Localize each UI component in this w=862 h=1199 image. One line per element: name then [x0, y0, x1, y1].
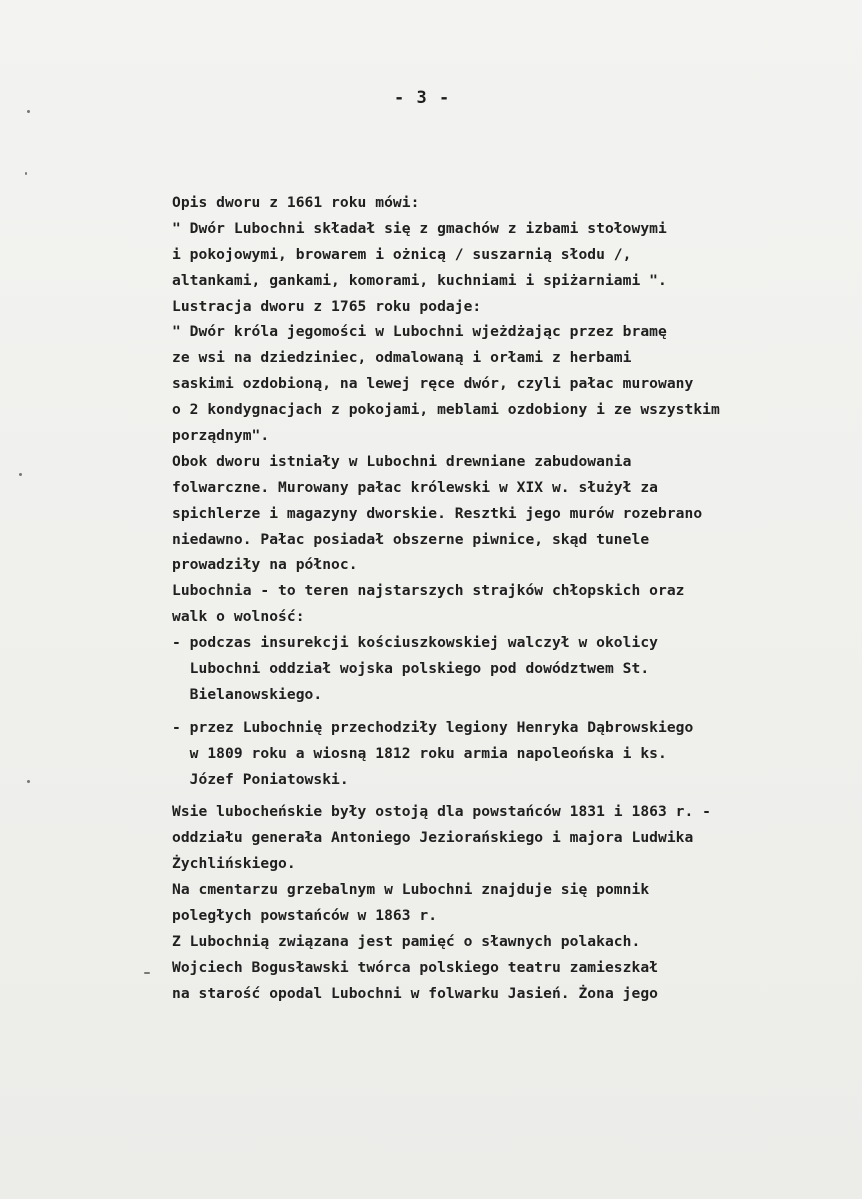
- text-line: folwarczne. Murowany pałac królewski w XIX w. służył za: [172, 478, 658, 496]
- paper-speck: [27, 780, 30, 783]
- text-line: - przez Lubochnię przechodziły legiony Henryka Dąbrowskiego: [172, 718, 694, 736]
- text-line: w 1809 roku a wiosną 1812 roku armia napoleońska i ks.: [172, 744, 667, 762]
- text-line: " Dwór króla jegomości w Lubochni wjeżdżając przez bramę: [172, 323, 667, 341]
- paragraph-gap: [172, 708, 842, 715]
- text-line: Wsie lubocheńskie były ostoją dla powstańców 1831 i 1863 r. -: [172, 803, 712, 821]
- text-line: na starość opodal Lubochni w folwarku Jasień. Żona jego: [172, 984, 658, 1002]
- text-line: Na cmentarzu grzebalnym w Lubochni znajduje się pomnik: [172, 881, 650, 899]
- text-line: Lustracja dworu z 1765 roku podaje:: [172, 297, 482, 315]
- paper-speck: [25, 172, 27, 175]
- text-line: oddziału generała Antoniego Jeziorańskiego i majora Ludwika: [172, 829, 694, 847]
- text-line: spichlerze i magazyny dworskie. Resztki jego murów rozebrano: [172, 504, 703, 522]
- text-line: " Dwór Lubochni składał się z gmachów z izbami stołowymi: [172, 219, 667, 237]
- text-line: saskimi ozdobioną, na lewej ręce dwór, czyli pałac murowany: [172, 375, 694, 393]
- paper-speck: [19, 473, 22, 476]
- paragraph-2: [172, 715, 842, 793]
- text-line: prowadziły na północ.: [172, 556, 358, 574]
- text-line: Bielanowskiego.: [172, 685, 323, 703]
- paragraph-1: [172, 190, 842, 708]
- text-line: - podczas insurekcji kościuszkowskiej walczył w okolicy: [172, 634, 658, 652]
- text-line: Wojciech Bogusławski twórca polskiego teatru zamieszkał: [172, 958, 658, 976]
- text-line: niedawno. Pałac posiadał obszerne piwnice, skąd tunele: [172, 530, 650, 548]
- text-line: porządnym".: [172, 427, 270, 445]
- text-line: o 2 kondygnacjach z pokojami, meblami ozdobiony i ze wszystkim: [172, 401, 720, 419]
- paragraph-gap: [172, 792, 842, 799]
- paper-speck: [144, 972, 150, 974]
- text-line: walk o wolność:: [172, 608, 305, 626]
- text-line: Lubochni oddział wojska polskiego pod dowództwem St.: [172, 660, 650, 678]
- paragraph-3: [172, 799, 842, 1006]
- text-line: altankami, gankami, komorami, kuchniami i spiżarniami ".: [172, 271, 667, 289]
- text-line: Z Lubochnią związana jest pamięć o sławnych polakach.: [172, 932, 641, 950]
- text-line: ze wsi na dziedziniec, odmalowaną i orłami z herbami: [172, 349, 632, 367]
- paper-speck: [27, 110, 30, 113]
- text-line: Opis dworu z 1661 roku mówi:: [172, 194, 420, 211]
- text-line: poległych powstańców w 1863 r.: [172, 907, 438, 925]
- text-line: Lubochnia - to teren najstarszych strajków chłopskich oraz: [172, 582, 685, 600]
- text-line: Obok dworu istniały w Lubochni drewniane zabudowania: [172, 452, 632, 470]
- typed-text-block: [172, 190, 842, 1007]
- text-line: i pokojowymi, browarem i ożnicą / suszarnią słodu /,: [172, 245, 632, 263]
- text-line: Józef Poniatowski.: [172, 770, 349, 788]
- page-number: - 3 -: [394, 88, 451, 108]
- text-line: Żychlińskiego.: [172, 855, 296, 873]
